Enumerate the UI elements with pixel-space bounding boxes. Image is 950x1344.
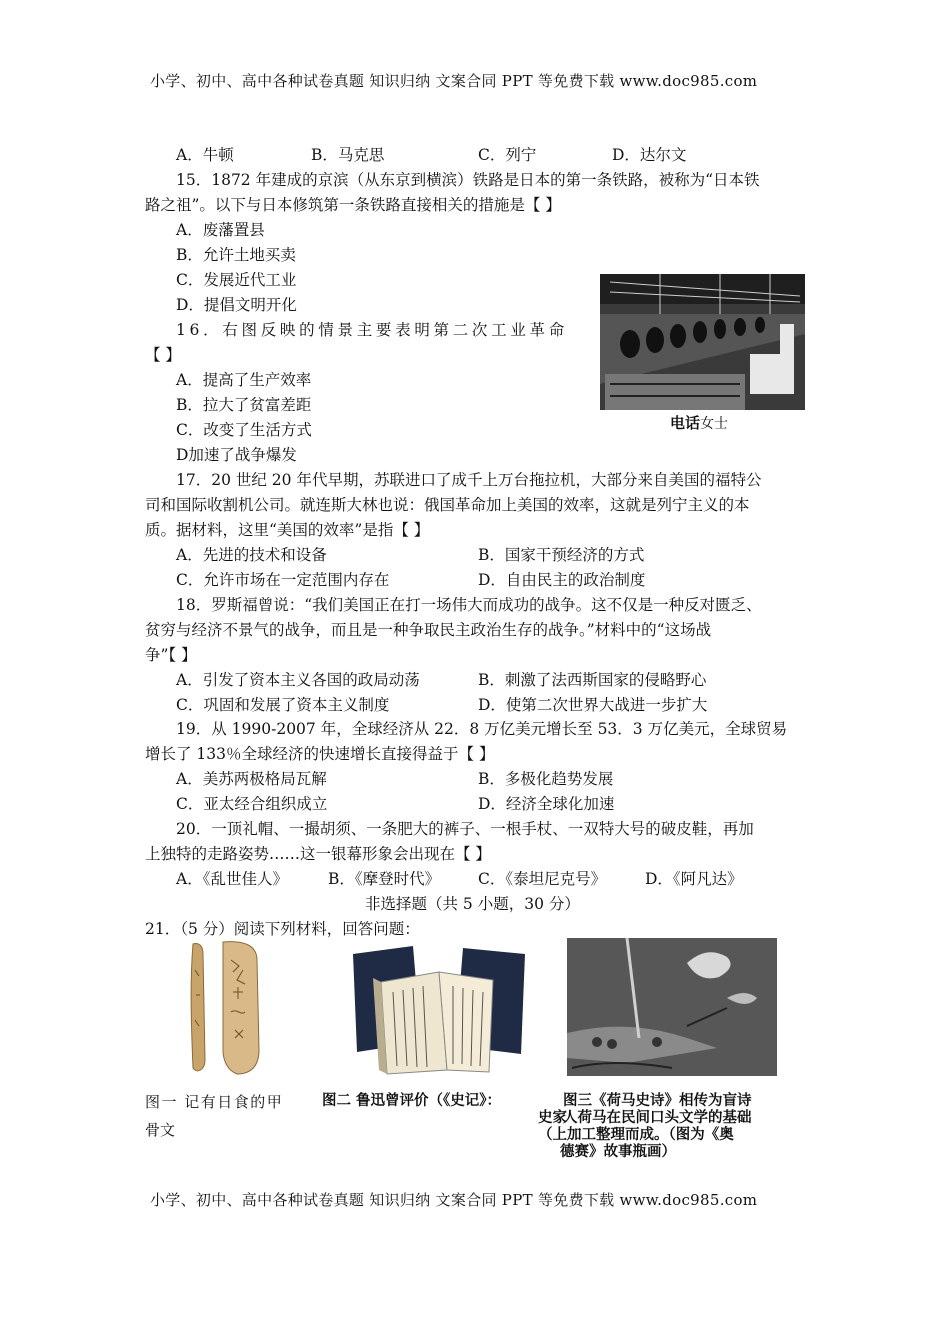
q19-stem-line1: 19．从 1990-2007 年，全球经济从 22．8 万亿美元增长至 53．3 万亿美元，全球贸易 [176, 720, 788, 738]
q20-option-d: D．《阿凡达》 [645, 870, 743, 888]
fig1-caption-line2: 骨文 [145, 1121, 176, 1139]
q19-option-a: A．美苏两极格局瓦解 [176, 770, 327, 788]
q14-option-a: A．牛顿 [176, 146, 234, 164]
q16-stem-line1: 16．右图反映的情景主要表明第二次工业革命 [176, 321, 568, 339]
photo-caption-telephone: 电话 [670, 414, 701, 432]
q14-option-c: C．列宁 [478, 146, 537, 164]
photo-caption-ladies: 女士 [700, 416, 729, 432]
q17-stem-line1: 17．20 世纪 20 年代早期，苏联进口了成千上万台拖拉机，大部分来自美国的福特公 [176, 471, 762, 489]
q16-option-d: D加速了战争爆发 [176, 446, 297, 464]
q18-stem-line3: 争”【 】 [145, 646, 197, 664]
q16-option-a: A．提高了生产效率 [176, 371, 312, 389]
q18-option-a: A．引发了资本主义各国的政局动荡 [176, 671, 420, 689]
q17-option-c: C．允许市场在一定范围内存在 [176, 571, 390, 589]
q20-stem-line2: 上独特的走路姿势……这一银幕形象会出现在【 】 [145, 845, 491, 863]
fig3-caption-line1: 图三《荷马史诗》相传为盲诗 [563, 1093, 752, 1109]
q14-option-b: B．马克思 [311, 146, 385, 164]
q18-option-c: C．巩固和发展了资本主义制度 [176, 696, 390, 714]
fig3-caption-overlap: 史家 [538, 1110, 567, 1126]
q20-stem-line1: 20．一顶礼帽、一撮胡须、一条肥大的裤子、一根手杖、一双特大号的破皮鞋，再加 [176, 820, 754, 838]
q14-option-d: D．达尔文 [612, 146, 687, 164]
fig1-caption-line1: 图一 记有日食的甲 [145, 1093, 284, 1111]
section-title: 非选择题（共 5 小题，30 分） [365, 895, 580, 913]
q16-stem-line2: 【 】 [145, 346, 181, 364]
fig3-caption-line3: （上加工整理而成。（图为《奥 [538, 1127, 734, 1143]
q20-option-c: C．《泰坦尼克号》 [478, 870, 607, 888]
q17-option-a: A．先进的技术和设备 [176, 546, 327, 564]
odyssey-vase-image [567, 938, 777, 1076]
q15-stem-line1: 15．1872 年建成的京滨（从东京到横滨）铁路是日本的第一条铁路，被称为“日本铁 [176, 171, 760, 189]
page-header: 小学、初中、高中各种试卷真题 知识归纳 文案合同 PPT 等免费下载 www.doc985.com [150, 72, 758, 90]
q15-option-b: B．允许土地买卖 [176, 246, 296, 264]
q16-option-c: C．改变了生活方式 [176, 421, 312, 439]
page-footer: 小学、初中、高中各种试卷真题 知识归纳 文案合同 PPT 等免费下载 www.doc985.com [150, 1191, 758, 1209]
q17-stem-line3: 质。据材料，这里“美国的效率”是指【 】 [145, 521, 430, 539]
q21-stem: 21．（5 分）阅读下列材料，回答问题： [145, 920, 420, 938]
fig3-caption-line4: 德赛》故事瓶画） [560, 1144, 676, 1160]
q19-option-b: B．多极化趋势发展 [478, 770, 614, 788]
q16-option-b: B．拉大了贫富差距 [176, 396, 312, 414]
q17-option-b: B．国家干预经济的方式 [478, 546, 645, 564]
q18-stem-line2: 贫穷与经济不景气的战争，而且是一种争取民主政治生存的战争。”材料中的“这场战 [145, 621, 712, 639]
q18-option-b: B．刺激了法西斯国家的侵略野心 [478, 671, 707, 689]
q15-option-d: D．提倡文明开化 [176, 296, 297, 314]
q17-option-d: D．自由民主的政治制度 [478, 571, 646, 589]
q20-option-b: B．《摩登时代》 [328, 870, 441, 888]
fig2-caption: 图二 鲁迅曾评价（《史记》： [322, 1093, 502, 1109]
q15-option-c: C．发展近代工业 [176, 271, 297, 289]
q19-option-d: D．经济全球化加速 [478, 795, 615, 813]
shiji-books-image [343, 942, 533, 1077]
q18-option-d: D．使第二次世界大战进一步扩大 [478, 696, 708, 714]
q18-stem-line1: 18．罗斯福曾说：“我们美国正在打一场伟大而成功的战争。这不仅是一种反对匮乏、 [176, 596, 762, 614]
q15-stem-line2: 路之祖”。以下与日本修筑第一条铁路直接相关的措施是【 】 [145, 196, 561, 214]
q19-option-c: C．亚太经合组织成立 [176, 795, 328, 813]
q19-stem-line2: 增长了 133％全球经济的快速增长直接得益于【 】 [145, 745, 495, 763]
telephone-operators-photo [600, 274, 805, 410]
q15-option-a: A．废藩置县 [176, 221, 265, 239]
oracle-bone-image [185, 940, 270, 1076]
fig3-caption-line2: 人荷马在民间口头文学的基础 [563, 1110, 752, 1126]
q17-stem-line2: 司和国际收割机公司。就连斯大林也说：俄国革命加上美国的效率，这就是列宁主义的本 [145, 496, 750, 514]
q20-option-a: A．《乱世佳人》 [176, 870, 288, 888]
